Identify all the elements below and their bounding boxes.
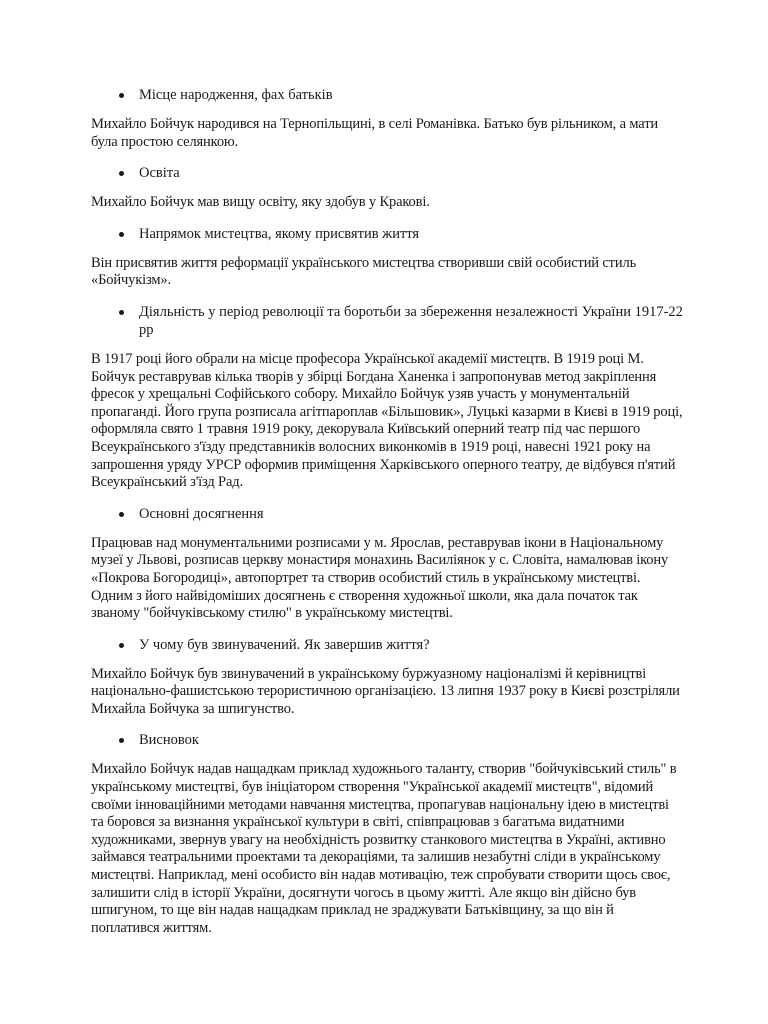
bullet-icon <box>119 171 124 176</box>
paragraph-revolution-activity: В 1917 році його обрали на місце професора Української академії мистецтв. В 1919 році М. Бойчук реставрував кілька творів у збірці Богдана Ханенка і запропонував метод закріплення фресок у хрещальні Софійського собору. Михайло Бойчук узяв участь у монументальній пропаганді. Його група розписала агітпароплав «Більшовик», Луцькі казарми в Києві в 1919 році, оформляла свято 1 травня 1919 року, декорувала Київський оперний театр під час першого Всеукраїнського з'їзду представників волосних виконкомів в 1919 році, навесні 1921 року на запрошення уряду УРСР оформив приміщення Харківського оперного театру, де відбувся п'ятий Всеукраїнський з'їзд Рад. <box>91 350 683 491</box>
bullet-icon <box>119 310 124 315</box>
paragraph-achievements: Працював над монументальними розписами у м. Ярослав, реставрував ікони в Національному музеї у Львові, розписав церкву монастиря монахинь Василіянок у с. Словіта, намалював ікону «Покрова Богородиці», автопортрет та створив особистий стиль в українському мистецтві. Одним з його найвідоміших досягнень є створення художньої школи, яка дала початок так званому "бойчуківському стилю" в українському мистецтві. <box>91 534 669 622</box>
section-heading-education <box>91 164 685 182</box>
section-heading-conclusion <box>91 731 685 749</box>
paragraph-art-direction: Він присвятив життя реформації українського мистецтва створивши свій особистий стиль «Бойчукізм». <box>91 254 637 289</box>
bullet-icon <box>119 232 124 237</box>
section-heading-birthplace <box>91 86 685 104</box>
section-heading-accusation <box>91 636 685 654</box>
heading-text: Напрямок мистецтва, якому присвятив життя <box>139 225 420 242</box>
bullet-icon <box>119 738 124 743</box>
document-body <box>91 86 685 950</box>
section-heading-art-direction <box>91 225 685 243</box>
heading-text: Освіта <box>139 165 180 182</box>
paragraph-birthplace: Михайло Бойчук народився на Тернопільщині, в селі Романівка. Батько був рільником, а мати була простою селянкою. <box>91 116 659 150</box>
heading-text: Основні досягнення <box>139 505 264 522</box>
bullet-icon <box>119 93 124 98</box>
heading-text: Місце народження, фах батьків <box>139 87 333 103</box>
section-heading-revolution-activity <box>91 303 685 339</box>
paragraph-conclusion: Михайло Бойчук надав нащадкам приклад художнього таланту, створив "бойчуківський стиль" в українському мистецтві, був ініціатором створення "Української академії мистецтв", відомий своїми інноваційними методами навчання мистецтва, пропагував національну ідею в мистецтві та боровся за визнання української культури в світі, співпрацював з багатьма видатними художниками, звернув увагу на необхідність розвитку станкового мистецтва в Україні, активно займався театральними проектами та декораціями, та залишив незабутні сліди в українському мистецтві. Наприклад, мені особисто він надав мотивацію, теж спробувати створити щось своє, залишити слід в історії України, досягнути чогось в цьому житті. Але якщо він дійсно був шпигуном, то ще він надав нащадкам приклад не зраджувати Батьківщину, за що він й поплатився життям. <box>91 761 677 936</box>
paragraph-education: Михайло Бойчук мав вищу освіту, яку здобув у Кракові. <box>91 194 430 211</box>
heading-text: Діяльність у період революції та боротьби за збереження незалежності України 1917-22 рр <box>139 303 683 338</box>
heading-text: Висновок <box>139 732 199 749</box>
paragraph-accusation: Михайло Бойчук був звинувачений в українському буржуазному націоналізмі й керівництві національно-фашистською терористичною організацією. 13 липня 1937 року в Києві розстріляли Михайла Бойчука за шпигунство. <box>91 665 680 717</box>
heading-text: У чому був звинувачений. Як завершив життя? <box>139 636 430 653</box>
bullet-icon <box>119 512 124 517</box>
section-heading-achievements <box>91 505 685 523</box>
bullet-icon <box>119 643 124 648</box>
